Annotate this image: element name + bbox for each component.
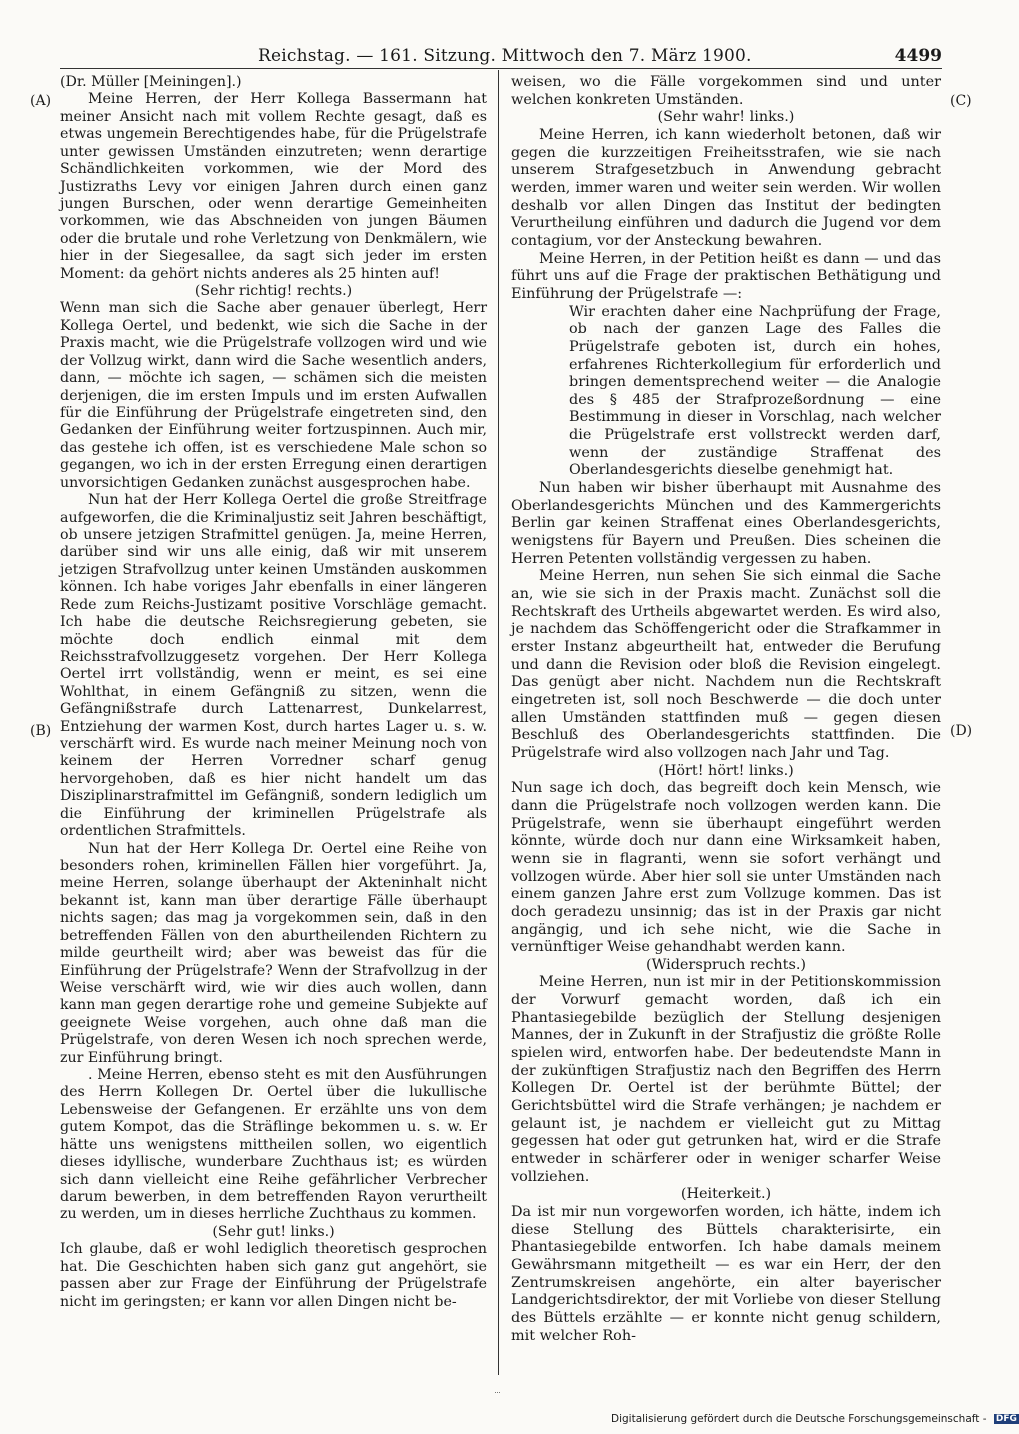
paragraph: Nun hat der Herr Kollega Dr. Oertel eine Reihe von besonders rohen, kriminellen Fällen hier vorgeführt. Ja, meine Herren, solange überhaupt der Akteninhalt nicht bekannt ist, kann man über derartige Fälle überhaupt nichts sagen; das mag ja vorgekommen sein, daß in den betreffenden Fällen von den aburtheilenden Richtern zu milde geurtheilt wird; aber was beweist das für die Einführung der Prügelstrafe? Wenn der Strafvollzug in der Weise verschärft wird, wie wir dies auch wollen, dann kann man gegen derartige rohe und gemeine Subjekte auf geeignete Weise vorgehen, auch ohne daß man die Prügelstrafe, von deren Wesen ich noch sprechen werde, zur Einführung bringt. (60, 840, 487, 1066)
interjection: (Sehr gut! links.) (212, 1223, 335, 1240)
footer (611, 1413, 1017, 1429)
interjection: (Hört! hört! links.) (658, 762, 794, 779)
quoted-passage: Wir erachten daher eine Nachprüfung der Frage, ob nach der ganzen Lage des Falles die Prügelstrafe geboten ist, durch ein hohes, erfahrenes Richterkollegium für erforderlich und bringen dementsprechend weiter — die Analogie des § 485 der Strafprozeßordnung — eine Bestimmung in dieser in Vorschlag, nach welcher die Prügelstrafe erst vollstreckt werden darf, wenn der zuständige Straffenat des Oberlandesgerichts dieselbe genehmigt hat. (569, 303, 941, 479)
footer-text: Digitalisierung gefördert durch die Deutsche Forschungsgemeinschaft - (611, 1413, 987, 1425)
margin-mark-a: (A) (30, 93, 52, 109)
right-column (511, 74, 941, 1345)
paragraph: . Meine Herren, ebenso steht es mit den Ausführungen des Herrn Kollegen Dr. Oertel über die lukullische Lebensweise der Gefangenen. Er erzählte uns von dem gutem Kompot, das die Sträflinge bekommen u. s. w. Er hätte uns wenigstens mittheilen sollen, wo eigentlich dieses idyllische, wunderbare Zuchthaus ist; es würden sich dann vielleicht eine Reihe gefährlicher Verbrecher darum bewerben, in dem betreffenden Rayon verurtheilt zu werden, um in dieses herrliche Zuchthaus zu kommen. (60, 1067, 487, 1223)
paragraph: Nun sage ich doch, das begreift doch kein Mensch, wie dann die Prügelstrafe noch vollzogen werden kann. Die Prügelstrafe, wenn sie überhaupt eingeführt werden könnte, würde doch nur dann eine Wirksamkeit haben, wenn sie in flagranti, wenn sie sofort verhängt und vollzogen würde. Aber hier soll sie unter Umständen nach einem ganzen Jahre erst zum Vollzuge kommen. Das ist doch geradezu unsinnig; das ist in der Praxis gar nicht angängig, und ich sehe nicht, wie die Sache in vernünftiger Weise gehandhabt werden kann. (511, 780, 941, 956)
header-rule (60, 68, 942, 69)
paragraph: Ich glaube, daß er wohl lediglich theoretisch gesprochen hat. Die Geschichten haben sich ganz gut angehört, sie passen aber zur Frage der Einführung der Prügelstrafe nicht im geringsten; er kann vor allen Dingen nicht be- (60, 1241, 487, 1310)
footer-rule (495, 1392, 500, 1393)
column-divider (498, 70, 499, 1375)
page-number: 4499 (894, 46, 942, 66)
paragraph: Meine Herren, nun ist mir in der Petitionskommission der Vorwurf gemacht worden, daß ich ein Phantasiegebilde bezüglich der Stellung desjenigen Mannes, der in Zukunft in der Strafjustiz die größte Rolle spielen wird, entworfen habe. Der bedeutendste Mann in der zukünftigen Strafjustiz nach den Begriffen des Herrn Kollegen Dr. Oertel ist der berühmte Büttel; der Gerichtsbüttel wird die Strafe verhängen; je nachdem er gelaunt ist, je nachdem er vielleicht gut zu Mittag gegessen hat oder gut getrunken hat, wird er die Strafe entweder in schärferer oder in weniger scharfer Weise vollziehen. (511, 974, 941, 1185)
interjection: (Sehr wahr! links.) (657, 109, 795, 126)
paragraph: Meine Herren, ich kann wiederholt betonen, daß wir gegen die kurzzeitigen Freiheitsstrafen, wie sie nach unserem Strafgesetzbuch in Anwendung gebracht werden, immer waren und weiter sein werden. Wir wollen deshalb vor allen Dingen das Institut der bedingten Verurtheilung einführen und dadurch die Jugend vor dem contagium, vor der Ansteckung bewahren. (511, 126, 941, 249)
interjection: (Widerspruch rechts.) (645, 956, 807, 973)
margin-mark-d: (D) (950, 723, 973, 739)
paragraph: Meine Herren, nun sehen Sie sich einmal die Sache an, wie sie sich in der Praxis macht. Zunächst soll die Rechtskraft des Urtheils abgewartet werden. Es wird also, je nachdem das Schöffengericht oder die Strafkammer in erster Instanz abgeurtheilt hat, entweder die Berufung und dann die Revision oder bloß die Revision eingelegt. Das genügt aber nicht. Nachdem nun die Rechtskraft eingetreten ist, soll noch Beschwerde — die doch unter allen Umständen stattfinden muß — gegen diesen Beschluß des Oberlandesgerichts stattfinden. Die Prügelstrafe wird also vollzogen nach Jahr und Tag. (511, 568, 941, 761)
interjection: (Sehr richtig! rechts.) (194, 283, 353, 300)
paragraph: weisen, wo die Fälle vorgekommen sind und unter welchen konkreten Umständen. (511, 74, 941, 108)
paragraph: Meine Herren, der Herr Kollega Bassermann hat meiner Ansicht nach mit vollem Rechte gesagt, daß es etwas ungemein Berechtigendes habe, für die Prügelstrafe unter gewissen Umständen einzutreten; wenn derartige Schändlichkeiten vorkommen, wie der Mord des Justizraths Levy vor einigen Jahren durch einen ganz jungen Burschen, oder wenn derartige Gemeinheiten vorkommen, wie das Abschneiden von jungen Bäumen oder die brutale und rohe Verletzung von Denkmälern, wie hier in der Siegesallee, da sagt sich jeder im ersten Moment: da gehört nichts anderes als 25 hinten auf! (60, 91, 487, 282)
page-header (252, 44, 942, 70)
left-column (60, 74, 487, 1311)
paragraph: Da ist mir nun vorgeworfen worden, ich hätte, indem ich diese Stellung des Büttels charakterisirte, ein Phantasiegebilde entworfen. Ich habe damals meinem Gewährsmann mitgetheilt — es war ein Herr, der den Zentrumskreisen angehörte, ein alter bayerischer Landgerichtsdirektor, der mit Vorliebe von dieser Stellung des Büttels erzählte — er konnte nicht genug schildern, mit welcher Roh- (511, 1204, 941, 1344)
paragraph: Wenn man sich die Sache aber genauer überlegt, Herr Kollega Oertel, und bedenkt, wie sich die Sache in der Praxis macht, wie die Prügelstrafe vollzogen wird und wie der Vollzug wirkt, dann wird die Sache wesentlich anders, dann, — möchte ich sagen, — schämen sich die meisten derjenigen, die im ersten Impuls und im ersten Aufwallen für die Einführung der Prügelstrafe eingetreten sind, den Gedanken der Einführung weiter fortzuspinnen. Auch mir, das gestehe ich offen, ist es verschiedene Male schon so gegangen, wo ich in der ersten Erregung einen derartigen unvorsichtigen Gedanken zunächst ausgesprochen habe. (60, 300, 487, 491)
dfg-logo: DFG (995, 1414, 1017, 1424)
interjection: (Heiterkeit.) (680, 1186, 772, 1203)
header-title: Reichstag. — 161. Sitzung. Mittwoch den 7. März 1900. (258, 46, 752, 66)
margin-mark-c: (C) (950, 93, 972, 109)
paragraph: Nun haben wir bisher überhaupt mit Ausnahme des Oberlandesgerichts München und des Kammergerichts Berlin gar keinen Straffenat eines Oberlandesgerichts, wenigstens für Bayern und Preußen. Dies scheinen die Herren Petenten vollständig vergessen zu haben. (511, 480, 941, 567)
margin-mark-b: (B) (30, 723, 52, 739)
paragraph: Meine Herren, in der Petition heißt es dann — und das führt uns auf die Frage der praktischen Bethätigung und Einführung der Prügelstrafe —: (511, 250, 941, 302)
paragraph: Nun hat der Herr Kollega Oertel die große Streitfrage aufgeworfen, die die Kriminaljustiz seit Jahren beschäftigt, ob unsere jetzigen Strafmittel genügen. Ja, meine Herren, darüber sind wir uns alle einig, daß wir mit unserem jetzigen Strafvollzug unter keinen Umständen auskommen können. Ich habe voriges Jahr ebenfalls in einer längeren Rede zum Reichs-Justizamt positive Vorschläge gemacht. Ich habe die deutsche Reichsregierung gebeten, sie möchte doch endlich einmal mit dem Reichsstrafvollzuggesetz vorgehen. Der Herr Kollega Oertel irrt vollständig, wenn er meint, es sei eine Wohlthat, in einem Gefängniß zu sitzen, wenn die Gefängnißstrafe durch Lattenarrest, Dunkelarrest, Entziehung der warmen Kost, durch hartes Lager u. s. w. verschärft wird. Es wurde nach meiner Meinung noch von keinem der Herren Vorredner scharf genug hervorgehoben, daß es hier nicht handelt um das Disziplinarstrafmittel im Gefängniß, sondern lediglich um die Einführung der kriminellen Prügelstrafe als ordentlichen Strafmittels. (60, 492, 487, 840)
paragraph: (Dr. Müller [Meiningen].) (60, 74, 242, 90)
